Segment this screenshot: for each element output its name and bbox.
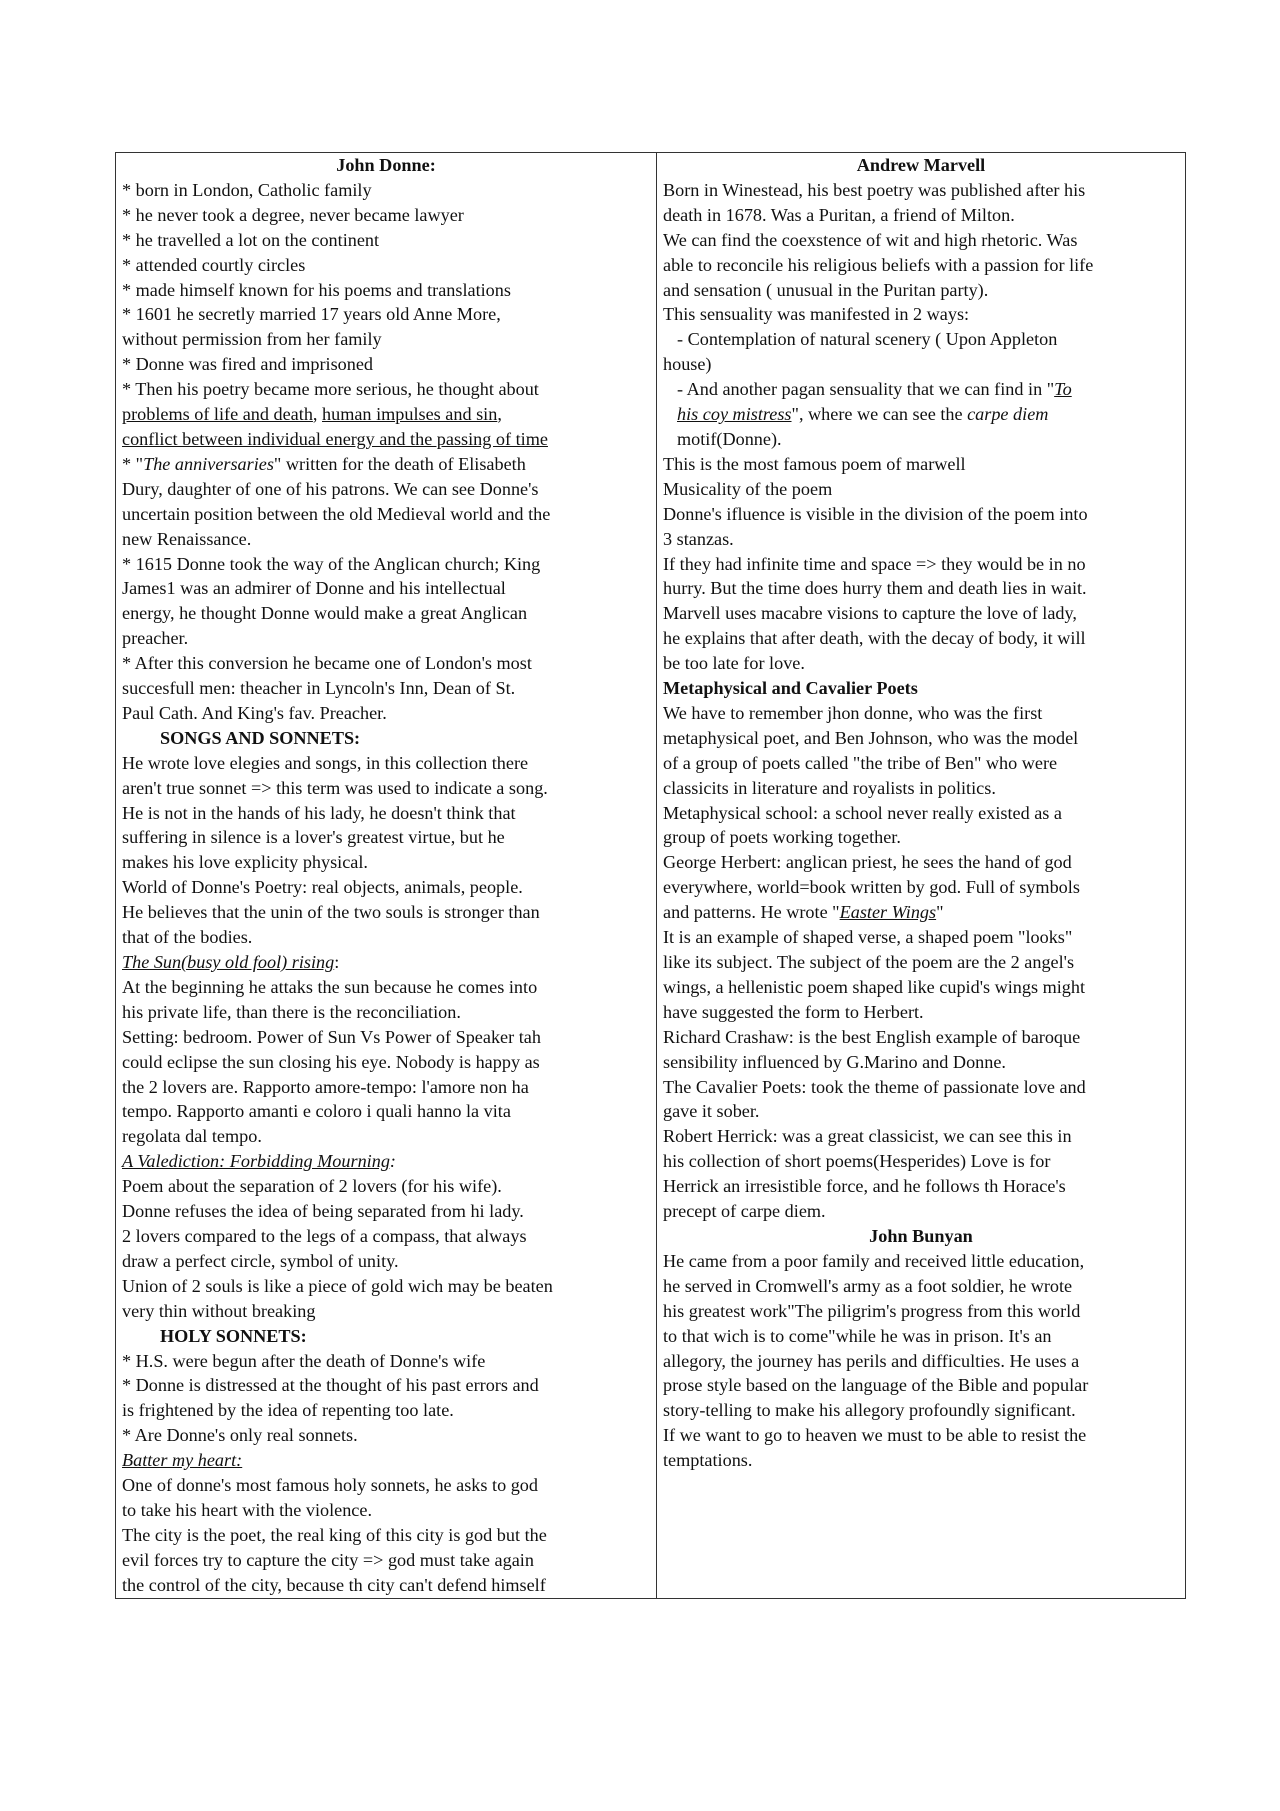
text-line: * Then his poetry became more serious, he thought about xyxy=(122,379,539,400)
sensuality-bullet-2-cont xyxy=(663,402,1179,427)
underlined-theme: problems of life and death xyxy=(122,404,313,425)
text-line: succesfull men: theacher in Lyncoln's Inn, Dean of St. xyxy=(122,678,516,699)
text-line: wings, a hellenistic poem shaped like cupid's wings might xyxy=(663,976,1086,997)
easter-wings-title: Easter Wings xyxy=(839,902,937,923)
easter-wings-line xyxy=(663,900,1179,925)
sun-rising-title: The Sun(busy old fool) rising xyxy=(122,952,335,972)
text-line: This is the most famous poem of marwell xyxy=(663,453,966,474)
text-line: If they had infinite time and space => they would be in no xyxy=(663,553,1086,574)
metaphysical-text xyxy=(663,701,1179,900)
text-line: the control of the city, because th city can't defend himself xyxy=(122,1574,546,1595)
donne-bio xyxy=(122,178,650,402)
anniversaries-line xyxy=(122,452,650,477)
text-line: 3 stanzas. xyxy=(663,528,734,549)
text-line: He is not in the hands of his lady, he doesn't think that xyxy=(122,802,516,823)
john-bunyan-heading: John Bunyan xyxy=(869,1225,973,1246)
text-line: classicits in literature and royalists in politics. xyxy=(663,777,996,798)
text-line: Born in Winestead, his best poetry was published after his xyxy=(663,179,1086,200)
text-line: Donne's ifluence is visible in the division of the poem into xyxy=(663,503,1088,524)
text-line: * Donne is distressed at the thought of his past errors and xyxy=(122,1375,539,1396)
text-line: prose style based on the language of the Bible and popular xyxy=(663,1375,1089,1396)
andrew-marvell-column xyxy=(657,153,1186,1599)
text-line: * After this conversion he became one of London's most xyxy=(122,653,532,674)
text-line: house) xyxy=(663,354,712,375)
text-line: At the beginning he attaks the sun because he comes into xyxy=(122,976,538,997)
text-line: James1 was an admirer of Donne and his intellectual xyxy=(122,578,506,599)
valediction-title: A Valediction: Forbidding Mourning xyxy=(122,1151,390,1172)
text-line: sensibility influenced by G.Marino and Donne. xyxy=(663,1051,1006,1072)
text-line: * H.S. were begun after the death of Donne's wife xyxy=(122,1350,486,1371)
text-line: and sensation ( unusual in the Puritan party). xyxy=(663,279,989,300)
text-line: to take his heart with the violence. xyxy=(122,1499,372,1520)
text-line: Dury, daughter of one of his patrons. We can see Donne's xyxy=(122,478,539,499)
underlined-theme: conflict between individual energy and the passing of time xyxy=(122,428,548,449)
text-line: * 1601 he secretly married 17 years old Anne More, xyxy=(122,304,501,325)
text-line: * made himself known for his poems and translations xyxy=(122,279,511,300)
batter-my-heart-text xyxy=(122,1473,650,1598)
sun-rising-heading-line xyxy=(122,950,650,975)
text-fragment: - And another pagan sensuality that we can find in " xyxy=(677,379,1055,400)
text-line: * born in London, Catholic family xyxy=(122,179,372,200)
text-line: evil forces try to capture the city => god must take again xyxy=(122,1549,534,1570)
text-line: able to reconcile his religious beliefs with a passion for life xyxy=(663,254,1094,275)
text-line: We have to remember jhon donne, who was the first xyxy=(663,702,1043,723)
text-line: draw a perfect circle, symbol of unity. xyxy=(122,1250,399,1271)
text-fragment: , xyxy=(497,404,502,425)
text-fragment: , xyxy=(312,404,323,425)
text-line: aren't true sonnet => this term was used to indicate a song. xyxy=(122,777,548,798)
songs-text xyxy=(122,751,650,950)
text-line: Union of 2 souls is like a piece of gold wich may be beaten xyxy=(122,1275,553,1296)
carpe-diem-term: carpe diem xyxy=(967,404,1049,425)
text-line: The Cavalier Poets: took the theme of passionate love and xyxy=(663,1076,1086,1097)
text-line: * he never took a degree, never became lawyer xyxy=(122,204,464,225)
notes-table xyxy=(115,152,1186,1599)
text-line: preacher. xyxy=(122,628,189,649)
text-line: We can find the coexstence of wit and high rhetoric. Was xyxy=(663,229,1078,250)
text-line: Setting: bedroom. Power of Sun Vs Power of Speaker tah xyxy=(122,1026,541,1047)
bunyan-text xyxy=(663,1249,1179,1473)
text-line: He came from a poor family and received little education, xyxy=(663,1250,1085,1271)
text-line: * 1615 Donne took the way of the Anglican church; King xyxy=(122,553,541,574)
text-line: * Donne was fired and imprisoned xyxy=(122,354,374,375)
anniversaries-text xyxy=(122,477,650,726)
holy-sonnets-text xyxy=(122,1349,650,1449)
text-line: without permission from her family xyxy=(122,329,382,350)
text-line: his greatest work"The piligrim's progress from this world xyxy=(663,1300,1081,1321)
text-line: very thin without breaking xyxy=(122,1300,316,1321)
text-line: Donne refuses the idea of being separated from hi lady. xyxy=(122,1201,524,1222)
text-line: new Renaissance. xyxy=(122,528,252,549)
text-line: He believes that the unin of the two souls is stronger than xyxy=(122,902,540,923)
text-line: like its subject. The subject of the poem are the 2 angel's xyxy=(663,952,1075,972)
text-line: This sensuality was manifested in 2 ways: xyxy=(663,304,970,325)
text-line: be too late for love. xyxy=(663,653,805,674)
text-line: motif(Donne). xyxy=(677,428,782,449)
text-line: Paul Cath. And King's fav. Preacher. xyxy=(122,702,387,723)
text-line: Richard Crashaw: is the best English example of baroque xyxy=(663,1026,1081,1047)
text-line: energy, he thought Donne would make a great Anglican xyxy=(122,603,528,624)
text-line: Marvell uses macabre visions to capture the love of lady, xyxy=(663,603,1077,624)
text-line: he explains that after death, with the decay of body, it will xyxy=(663,628,1086,649)
text-line: the 2 lovers are. Rapporto amore-tempo: l'amore non ha xyxy=(122,1076,529,1097)
text-line: his private life, than there is the reconciliation. xyxy=(122,1001,461,1022)
text-line: gave it sober. xyxy=(663,1101,760,1122)
text-fragment: : xyxy=(334,952,340,972)
text-fragment: * " xyxy=(122,453,144,474)
text-line: hurry. But the time does hurry them and death lies in wait. xyxy=(663,578,1087,599)
text-line: to that wich is to come"while he was in prison. It's an xyxy=(663,1325,1052,1346)
coy-mistress-title: To xyxy=(1054,379,1072,400)
text-line: One of donne's most famous holy sonnets, he asks to god xyxy=(122,1475,538,1496)
text-line: precept of carpe diem. xyxy=(663,1201,826,1222)
text-line: Poem about the separation of 2 lovers (for his wife). xyxy=(122,1176,502,1197)
text-line: of a group of poets called "the tribe of Ben" who were xyxy=(663,752,1058,773)
john-donne-column xyxy=(116,153,657,1599)
text-line: temptations. xyxy=(663,1450,753,1471)
text-fragment: : xyxy=(389,1151,396,1172)
songs-and-sonnets-heading: SONGS AND SONNETS: xyxy=(160,727,361,748)
text-line: he served in Cromwell's army as a foot soldier, he wrote xyxy=(663,1275,1073,1296)
text-line: Musicality of the poem xyxy=(663,478,833,499)
text-line: * Are Donne's only real sonnets. xyxy=(122,1425,358,1446)
text-line: metaphysical poet, and Ben Johnson, who was the model xyxy=(663,727,1079,748)
text-line: Metaphysical school: a school never really existed as a xyxy=(663,802,1062,823)
text-line: It is an example of shaped verse, a shaped poem "looks" xyxy=(663,927,1073,948)
text-line: group of poets working together. xyxy=(663,827,901,848)
text-line: Robert Herrick: was a great classicist, we can see this in xyxy=(663,1126,1072,1147)
text-line: If we want to go to heaven we must to be able to resist the xyxy=(663,1425,1087,1446)
text-line: his collection of short poems(Hesperides) Love is for xyxy=(663,1151,1051,1172)
text-line: 2 lovers compared to the legs of a compass, that always xyxy=(122,1225,527,1246)
sensuality-bullet-1: - Contemplation of natural scenery ( Upon Appleton xyxy=(677,329,1058,350)
text-line: have suggested the form to Herbert. xyxy=(663,1001,924,1022)
coy-mistress-title: his coy mistress xyxy=(677,404,792,425)
text-fragment: ", where we can see the xyxy=(791,404,968,425)
text-line: everywhere, world=book written by god. Full of symbols xyxy=(663,877,1080,898)
text-line: allegory, the journey has perils and difficulties. He uses a xyxy=(663,1350,1080,1371)
text-line: World of Donne's Poetry: real objects, animals, people. xyxy=(122,877,523,898)
text-line: suffering in silence is a lover's greatest virtue, but he xyxy=(122,827,505,848)
text-line: He wrote love elegies and songs, in this collection there xyxy=(122,752,529,773)
holy-sonnets-heading: HOLY SONNETS: xyxy=(160,1325,307,1346)
text-line: * he travelled a lot on the continent xyxy=(122,229,380,250)
serious-themes-line xyxy=(122,402,650,427)
text-line: that of the bodies. xyxy=(122,927,253,948)
valediction-heading-line xyxy=(122,1149,650,1174)
valediction-text xyxy=(122,1174,650,1323)
text-line: uncertain position between the old Medieval world and the xyxy=(122,503,551,524)
text-line: George Herbert: anglican priest, he sees the hand of god xyxy=(663,852,1072,873)
text-fragment: and patterns. He wrote " xyxy=(663,902,840,923)
andrew-marvell-heading: Andrew Marvell xyxy=(856,155,986,175)
john-donne-heading: John Donne: xyxy=(336,155,436,175)
marvell-intro xyxy=(663,178,1179,327)
easter-wings-text xyxy=(663,925,1179,1224)
text-fragment: " xyxy=(936,902,944,923)
text-line: Herrick an irresistible force, and he follows th Horace's xyxy=(663,1176,1066,1197)
sensuality-bullet-2 xyxy=(663,377,1179,402)
sun-rising-text xyxy=(122,975,650,1149)
batter-my-heart-title: Batter my heart: xyxy=(122,1450,243,1471)
underlined-theme: human impulses and sin xyxy=(322,404,498,425)
text-line: * attended courtly circles xyxy=(122,254,306,275)
text-line: story-telling to make his allegory profoundly significant. xyxy=(663,1400,1076,1421)
text-fragment: " written for the death of Elisabeth xyxy=(273,453,526,474)
text-line: regolata dal tempo. xyxy=(122,1126,262,1147)
marvell-poem-text xyxy=(663,452,1179,676)
text-line: death in 1678. Was a Puritan, a friend of Milton. xyxy=(663,204,1015,225)
text-line: tempo. Rapporto amanti e coloro i quali hanno la vita xyxy=(122,1101,511,1122)
text-line: makes his love explicity physical. xyxy=(122,852,368,873)
text-line: is frightened by the idea of repenting too late. xyxy=(122,1400,454,1421)
text-line: The city is the poet, the real king of this city is god but the xyxy=(122,1524,547,1545)
anniversaries-title: The anniversaries xyxy=(143,453,274,474)
text-line: could eclipse the sun closing his eye. Nobody is happy as xyxy=(122,1051,540,1072)
metaphysical-cavalier-heading: Metaphysical and Cavalier Poets xyxy=(663,678,918,699)
